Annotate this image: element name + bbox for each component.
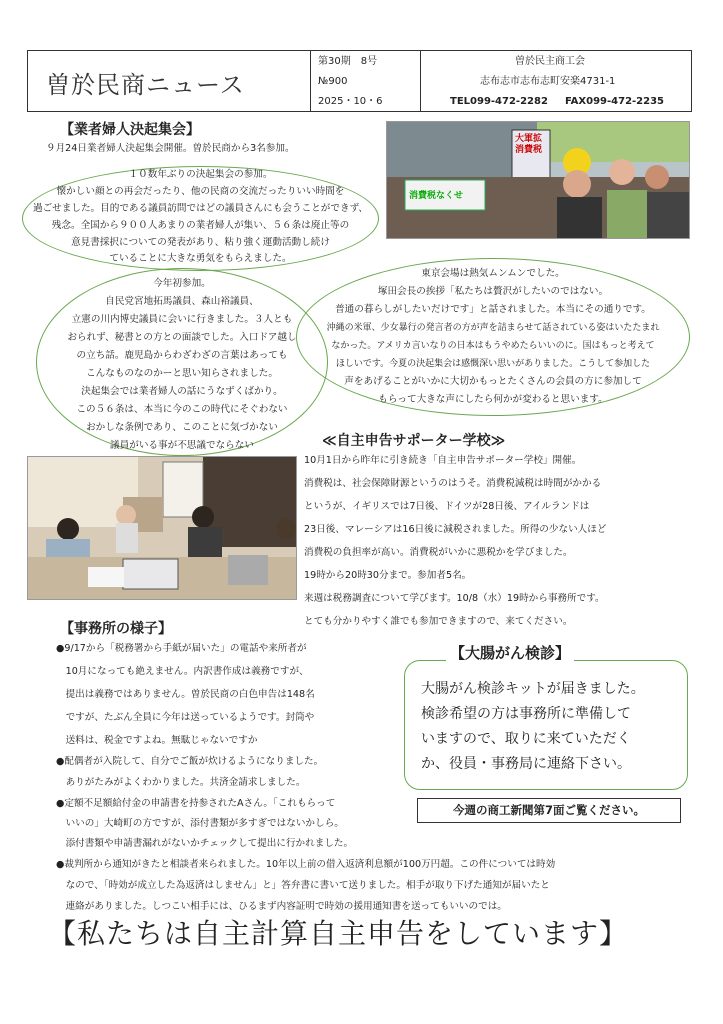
office-line: 連絡がありました。しつこい相手には、ひるまず内容証明で時効の援用通知書を送ってもいいのでは。 — [56, 901, 507, 912]
school-photo — [27, 456, 297, 600]
school-line: 消費税の負担率が高い。消費税がいかに悪税かを学びました。 — [304, 547, 573, 558]
bubble2-line: こんなものなのかーと思い知らされました。 — [86, 368, 278, 379]
issue-label: 第30期 8号 — [318, 56, 378, 67]
school-line: 来週は税務調査について学びます。10/8（水）19時から事務所です。 — [304, 593, 605, 604]
bubble3-line: なかった。アメリカ言いなりの日本はもうやめたらいいのに。国はもっと考えて — [331, 341, 655, 351]
bubble3-line: 沖縄の米軍、少女暴行の発言者の方が声を詰まらせて話されている姿はいたたまれ — [326, 323, 660, 333]
masthead-issue-cell — [310, 51, 421, 111]
bubble-comment-1 — [22, 166, 379, 271]
bubble1-line: 残念。全国から９００人あまりの業者婦人が集い、５６条は廃止等の — [51, 220, 350, 231]
bubble2-line: この５６条は、本当に今のこの時代にそぐわない — [76, 404, 288, 415]
office-line: ですが、たぶん全員に今年は送っているようです。封筒や — [56, 712, 315, 723]
school-line: というが、イギリスでは7日後、ドイツが28日後、アイルランドは — [304, 501, 590, 512]
masthead — [27, 50, 692, 112]
bubble2-line: 今年初参加。 — [153, 278, 211, 289]
school-line: とても分かりやすく誰でも参加できますので、来てください。 — [304, 616, 573, 627]
bubble1-line: １０数年ぶりの決起集会の参加。 — [128, 169, 273, 180]
office-line: ●配偶者が入院して、自分でご飯が炊けるようになりました。 — [56, 756, 324, 767]
office-line: ●裁判所から通知がきたと相談者来られました。10年以上前の借入返済利息額が100万円超。この件については時効 — [56, 859, 556, 870]
notice-text: 今週の商工新聞第7面ご覧ください。 — [453, 803, 645, 817]
bubble3-line: 普通の暮らしがしたいだけです」と話されました。本当にその通りです。 — [335, 304, 651, 315]
section-heading-school: ≪自主申告サポーター学校≫ — [322, 433, 506, 449]
office-line: ●定額不足額給付金の申請書を持参されたAさん。「これもらって — [56, 798, 336, 809]
bubble2-line: の立ち話。鹿児島からわざわざの言葉はあっても — [76, 350, 288, 361]
bubble2-line: おかしな条例であり、このことに気づかない — [86, 422, 278, 433]
org-tel: TEL099-472-2282 — [450, 96, 548, 107]
school-photo-graphic — [28, 457, 296, 599]
screening-box — [404, 660, 688, 790]
office-line: ありがたみがよくわかりました。共済金請求しました。 — [56, 777, 306, 788]
screening-line: いますので、取りに来ていただく — [421, 731, 631, 747]
bubble3-line: 声をあげることがいかに大切かもっとたくさんの会員の方に参加して — [344, 376, 642, 387]
bubble-comment-3 — [296, 258, 690, 416]
bubble2-line: 議員がいる事が不思議でならない — [110, 440, 254, 451]
office-line: 10月になっても絶えません。内訳書作成は義務ですが、 — [56, 666, 309, 677]
office-line: ●9/17から「税務署から手紙が届いた」の電話や来所者が — [56, 643, 307, 654]
bubble1-line: 過ごせました。目的である議員訪問ではどの議員さんにも会うことができず、 — [32, 203, 368, 214]
bubble3-line: 塚田会長の挨拶「私たちは贅沢がしたいのではない。 — [377, 286, 609, 297]
screening-line: 検診希望の方は事務所に準備して — [421, 706, 631, 722]
school-line: 19時から20時30分まで。参加者5名。 — [304, 570, 472, 581]
section-heading-office: 【事務所の様子】 — [60, 621, 172, 637]
issue-number: №900 — [318, 76, 348, 87]
bubble3-line: もらって大きな声にしたら何かが変わると思います。 — [378, 394, 608, 405]
bubble2-line: 立憲の川内博史議員に会いに行きました。３人とも — [71, 314, 293, 325]
bubble1-line: 懐かしい顔との再会だったり、他の民商の交流だったりいい時間を — [56, 186, 345, 197]
org-name: 曽於民主商工会 — [515, 56, 585, 67]
screening-line: 大腸がん検診キットが届きました。 — [421, 681, 645, 697]
office-line: 添付書類や申請書漏れがないかチェックして提出に行かれました。 — [56, 838, 354, 849]
bubble3-line: ほしいです。今夏の決起集会は感慨深い思いがありました。こうして参加した — [335, 359, 651, 369]
photo-banner-text: 大軍拡 消費税 — [515, 134, 543, 155]
masthead-contact-cell — [420, 51, 691, 111]
office-line: 送料は、税金ですよね。無駄じゃないですか — [56, 735, 258, 746]
office-line: なので、「時効が成立した為返済はしません」と」答弁書に書いて送りました。相手が取り下げた通知が届いたと — [56, 880, 550, 891]
bubble-comment-2 — [36, 268, 328, 456]
bubble1-line: 意見書採択についての発表があり、粘り強く運動活動し続け — [71, 237, 330, 248]
office-line: 提出は義務ではありません。曽於民商の白色申告は148名 — [56, 689, 315, 700]
school-line: 消費税は、社会保障財源というのはうそ。消費税減税は時間がかかる — [304, 478, 602, 489]
org-fax: FAX099-472-2235 — [565, 96, 665, 107]
office-line: いいの」大崎町の方ですが、添付書類が多すぎではないかしら。 — [56, 818, 344, 829]
bubble1-line: ていることに大きな勇気をもらえました。 — [109, 253, 292, 264]
section-heading-screening: 【大腸がん検診】 — [446, 642, 574, 663]
newsletter-title: 曽於民商ニュース — [46, 71, 245, 99]
bubble3-line: 東京会場は熱気ムンムンでした。 — [421, 268, 565, 279]
footer-slogan: 【私たちは自主計算自主申告をしています】 — [48, 917, 629, 950]
bubble2-line: 決起集会では業者婦人の話にうなずくばかり。 — [81, 386, 283, 397]
notice-box — [417, 798, 681, 823]
rally-intro: ９月24日業者婦人決起集会開催。曽於民商から3名参加。 — [46, 143, 295, 154]
school-line: 10月1日から昨年に引き続き「自主申告サポーター学校」開催。 — [304, 455, 582, 466]
rally-photo — [386, 121, 690, 239]
section-heading-rally: 【業者婦人決起集会】 — [60, 122, 200, 138]
issue-date: 2025・10・6 — [318, 96, 383, 107]
bubble2-line: おられず、秘書との方との面談でした。入口ドア越し — [67, 332, 297, 343]
org-address: 志布志市志布志町安楽4731-1 — [480, 76, 616, 87]
bubble2-line: 自民党宮地拓馬議員、森山裕議員、 — [105, 296, 259, 307]
screening-line: か、役員・事務局に連絡下さい。 — [421, 756, 631, 772]
masthead-title-cell — [28, 51, 311, 111]
photo-sign-text: 消費税なくせ — [409, 191, 464, 201]
school-line: 23日後、マレーシアは16日後に減税されました。所得の少ない人ほど — [304, 524, 607, 535]
